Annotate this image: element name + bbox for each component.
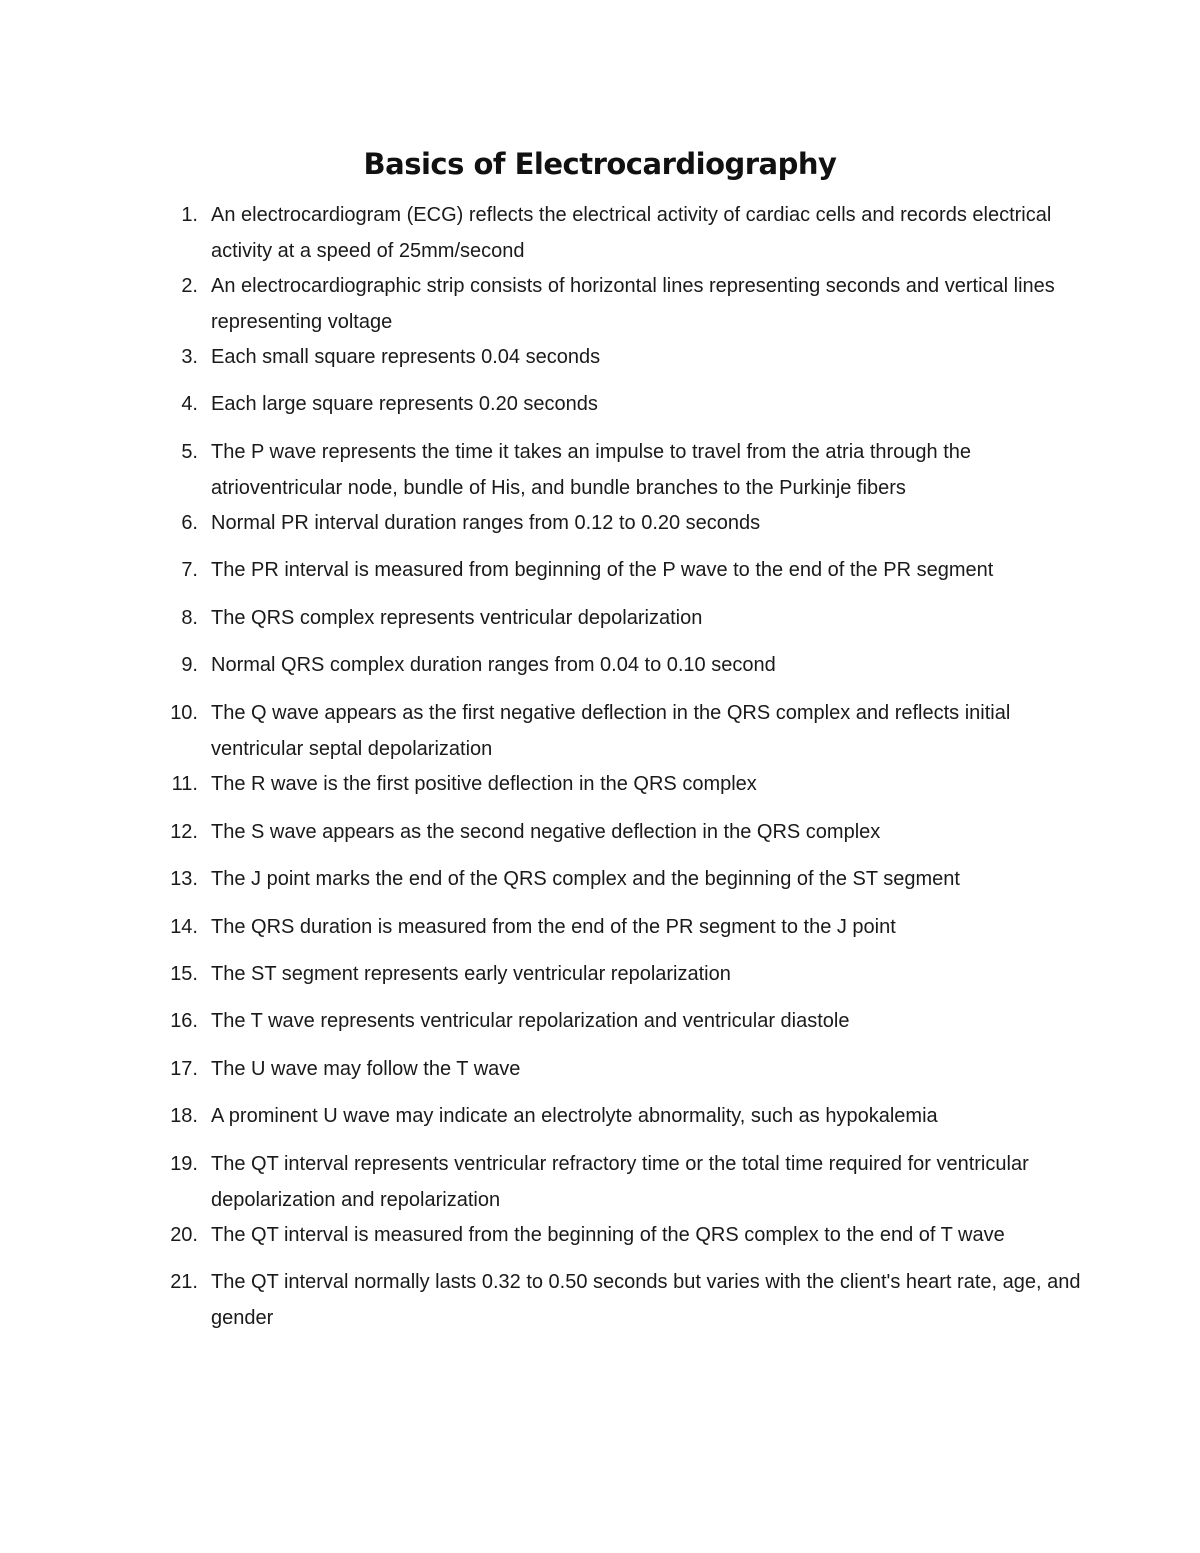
item-number: 2. xyxy=(181,275,198,297)
item-text: The QRS duration is measured from the end of the PR segment to the J point xyxy=(211,916,896,938)
item-number: 21. xyxy=(170,1271,198,1293)
item-text: The R wave is the first positive deflection in the QRS complex xyxy=(211,773,757,795)
item-text: The QRS complex represents ventricular depolarization xyxy=(211,607,703,629)
item-text: The QT interval represents ventricular refractory time or the total time required for ventricular depolarization and repolarization xyxy=(211,1153,1029,1211)
item-number: 4. xyxy=(181,393,198,415)
item-text: The ST segment represents early ventricular repolarization xyxy=(211,963,731,985)
item-text: The QT interval is measured from the beginning of the QRS complex to the end of T wave xyxy=(211,1224,1005,1246)
item-number: 17. xyxy=(170,1058,198,1080)
item-number: 6. xyxy=(181,512,198,534)
item-text: Normal QRS complex duration ranges from 0.04 to 0.10 second xyxy=(211,654,776,676)
item-number: 5. xyxy=(181,441,198,463)
item-number: 16. xyxy=(170,1010,198,1032)
item-text: Normal PR interval duration ranges from 0.12 to 0.20 seconds xyxy=(211,512,761,534)
item-text: An electrocardiogram (ECG) reflects the electrical activity of cardiac cells and records electrical activity at a speed of 25mm/second xyxy=(211,204,1052,262)
item-number: 11. xyxy=(171,773,198,795)
item-text: The PR interval is measured from beginning of the P wave to the end of the PR segment xyxy=(211,559,994,581)
item-number: 13. xyxy=(170,868,198,890)
item-number: 1. xyxy=(181,204,198,226)
item-text: Each large square represents 0.20 seconds xyxy=(211,393,598,415)
item-number: 8. xyxy=(181,607,198,629)
item-text: The U wave may follow the T wave xyxy=(211,1058,521,1080)
item-number: 7. xyxy=(181,559,198,581)
document-title: Basics of Electrocardiography xyxy=(363,147,837,181)
item-number: 10. xyxy=(170,702,198,724)
item-number: 12. xyxy=(170,821,198,843)
item-number: 15. xyxy=(170,963,198,985)
item-text: An electrocardiographic strip consists of horizontal lines representing seconds and vertical lines representing voltage xyxy=(211,275,1055,333)
item-text: The J point marks the end of the QRS complex and the beginning of the ST segment xyxy=(211,868,960,890)
item-number: 19. xyxy=(170,1153,198,1175)
item-text: A prominent U wave may indicate an electrolyte abnormality, such as hypokalemia xyxy=(211,1105,938,1127)
item-text: Each small square represents 0.04 seconds xyxy=(211,346,601,368)
item-number: 9. xyxy=(181,654,198,676)
item-text: The S wave appears as the second negative deflection in the QRS complex xyxy=(211,821,881,843)
item-text: The T wave represents ventricular repolarization and ventricular diastole xyxy=(211,1010,850,1032)
item-number: 20. xyxy=(170,1224,198,1246)
item-number: 18. xyxy=(170,1105,198,1127)
item-text: The P wave represents the time it takes an impulse to travel from the atria through the atrioventricular node, bundle of His, and bundle branches to the Purkinje fibers xyxy=(211,441,972,499)
item-text: The Q wave appears as the first negative deflection in the QRS complex and reflects initial ventricular septal depolarization xyxy=(211,702,1011,760)
item-number: 14. xyxy=(170,916,198,938)
item-number: 3. xyxy=(181,346,198,368)
item-text: The QT interval normally lasts 0.32 to 0.50 seconds but varies with the client's heart rate, age, and gender xyxy=(211,1271,1081,1329)
